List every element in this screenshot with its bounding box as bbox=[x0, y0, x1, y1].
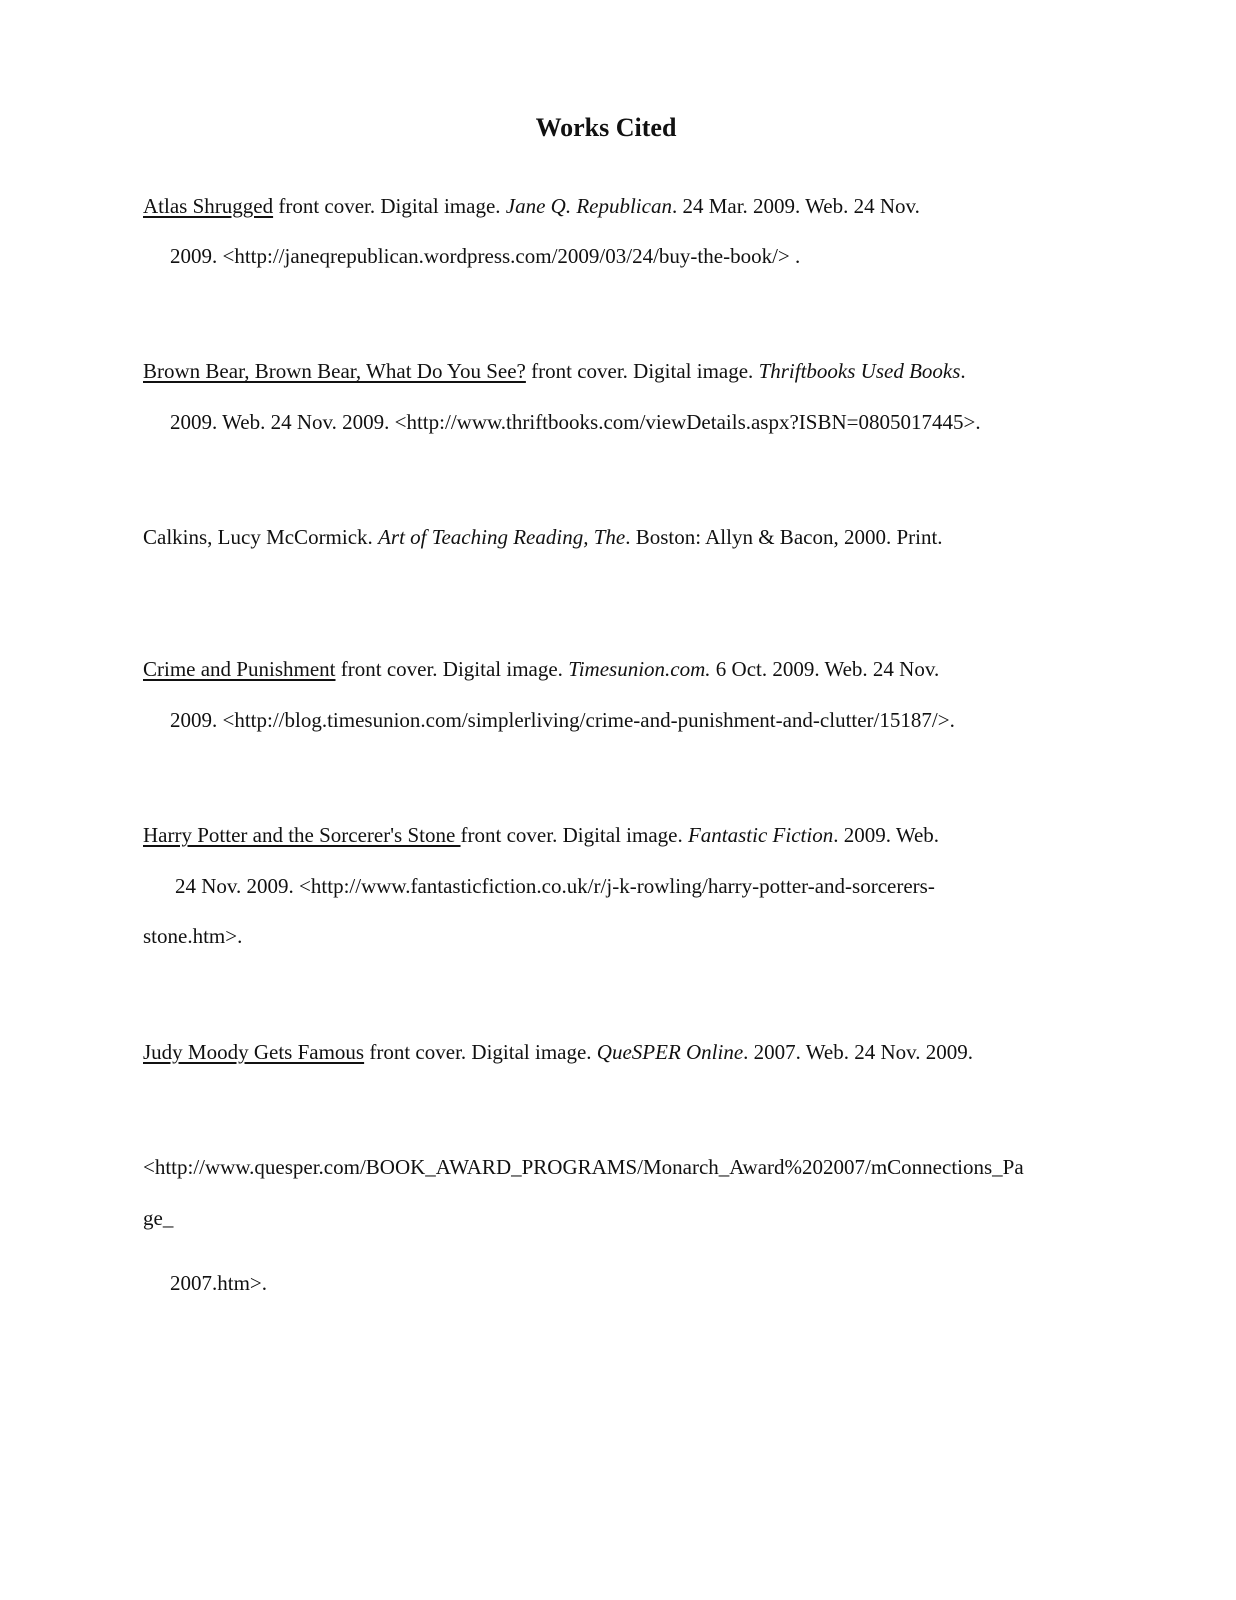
citation-calkins bbox=[143, 527, 943, 548]
citation-text: . bbox=[960, 359, 966, 383]
container-title: Thriftbooks Used Books bbox=[758, 359, 961, 383]
container-title: Fantastic Fiction bbox=[687, 823, 834, 847]
page-title: Works Cited bbox=[535, 113, 677, 142]
citation-text: front cover. Digital image. bbox=[273, 194, 506, 218]
citation-judy-moody-line-1 bbox=[143, 1042, 973, 1063]
work-title: Brown Bear, Brown Bear, What Do You See? bbox=[143, 359, 526, 383]
work-title: Atlas Shrugged bbox=[143, 194, 274, 218]
citation-text: . Boston: Allyn & Bacon, 2000. Print. bbox=[625, 525, 943, 549]
citation-crime-and-punishment-line-2: 2009. <http://blog.timesunion.com/simplerliving/crime-and-punishment-and-clutter/15187/>. bbox=[170, 708, 955, 732]
citation-atlas-shrugged-line-1 bbox=[143, 196, 920, 217]
citation-harry-potter-line-1 bbox=[143, 825, 939, 846]
citation-judy-moody-line-2: <http://www.quesper.com/BOOK_AWARD_PROGRAMS/Monarch_Award%202007/mConnections_Pa bbox=[143, 1155, 1024, 1179]
citation-text: front cover. Digital image. bbox=[525, 359, 759, 383]
citation-harry-potter-line-2: 24 Nov. 2009. <http://www.fantasticfiction.co.uk/r/j-k-rowling/harry-potter-and-sorcerers- bbox=[175, 874, 935, 898]
citation-judy-moody-line-4: 2007.htm>. bbox=[170, 1271, 268, 1295]
citation-brown-bear-line-2: 2009. Web. 24 Nov. 2009. <http://www.thriftbooks.com/viewDetails.aspx?ISBN=0805017445>. bbox=[170, 410, 981, 434]
citation-brown-bear-line-1 bbox=[143, 361, 966, 382]
citation-harry-potter-line-3: stone.htm>. bbox=[143, 924, 243, 948]
work-title: Judy Moody Gets Famous bbox=[143, 1040, 365, 1064]
citation-text: 6 Oct. 2009. Web. 24 Nov. bbox=[710, 657, 940, 681]
container-title: Jane Q. Republican bbox=[505, 194, 672, 218]
book-title: Art of Teaching Reading, The bbox=[378, 525, 626, 549]
citation-text: . 2009. Web. bbox=[833, 823, 940, 847]
author: Calkins, Lucy McCormick. bbox=[143, 525, 379, 549]
citation-text: front cover. Digital image. bbox=[364, 1040, 597, 1064]
citation-judy-moody-line-3: ge_ bbox=[143, 1206, 174, 1230]
work-title: Harry Potter and the Sorcerer's Stone bbox=[143, 823, 461, 847]
citation-crime-and-punishment-line-1 bbox=[143, 659, 939, 680]
citation-text: front cover. Digital image. bbox=[460, 823, 688, 847]
citation-text: front cover. Digital image. bbox=[335, 657, 569, 681]
container-title: QueSPER Online bbox=[596, 1040, 744, 1064]
citation-text: . 2007. Web. 24 Nov. 2009. bbox=[743, 1040, 974, 1064]
container-title: Timesunion.com. bbox=[568, 657, 711, 681]
citation-atlas-shrugged-line-2: 2009. <http://janeqrepublican.wordpress.com/2009/03/24/buy-the-book/> . bbox=[170, 244, 801, 268]
citation-text: . 24 Mar. 2009. Web. 24 Nov. bbox=[671, 194, 920, 218]
work-title: Crime and Punishment bbox=[143, 657, 336, 681]
